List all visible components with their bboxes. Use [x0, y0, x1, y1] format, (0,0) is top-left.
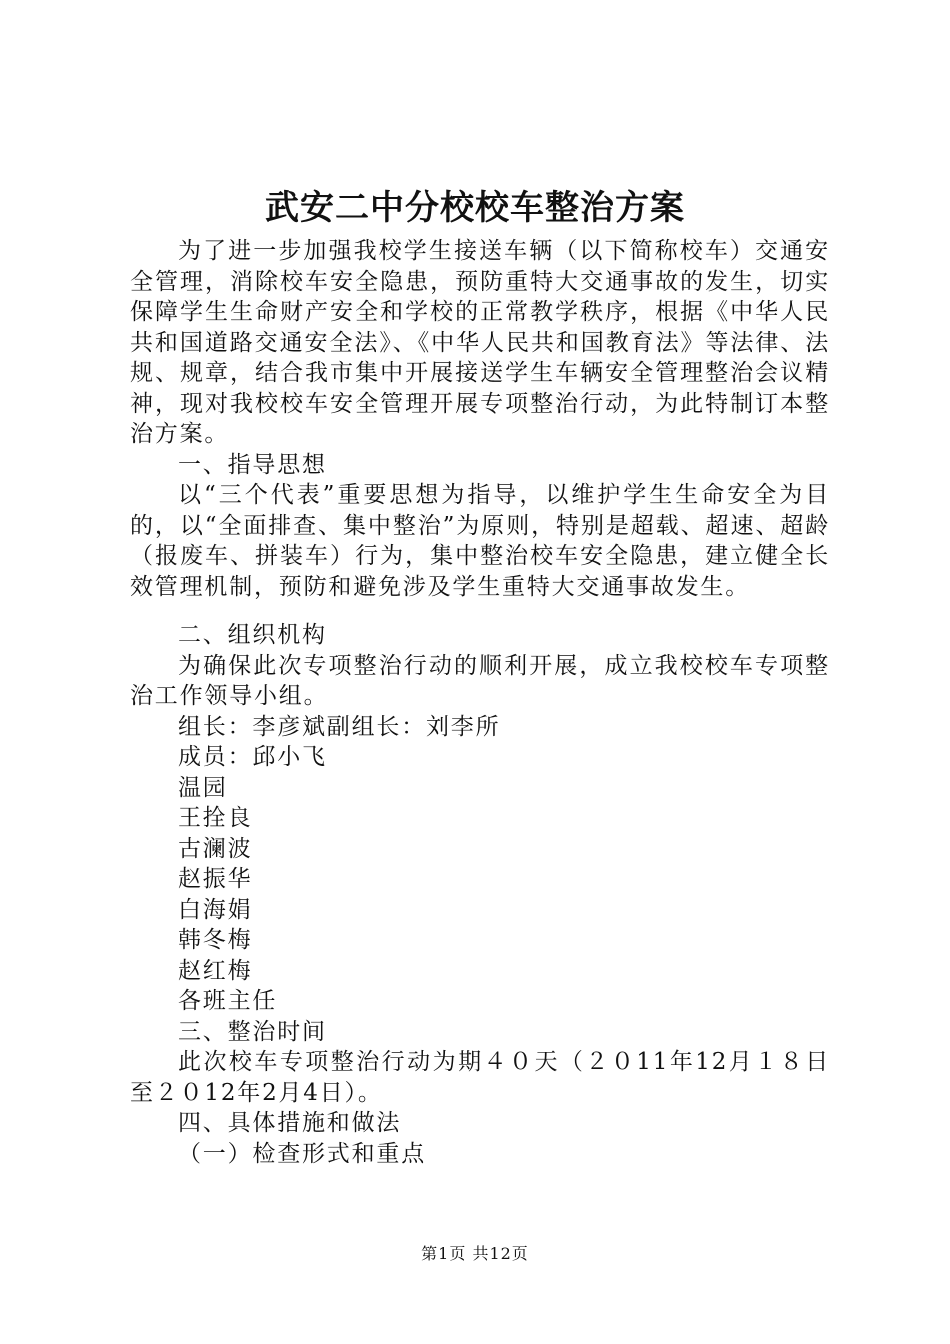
section-heading-organization: 二、组织机构: [178, 622, 327, 648]
member-name: 赵振华: [178, 866, 253, 892]
subsection-heading-inspection: （一）检查形式和重点: [178, 1140, 426, 1167]
section-heading-measures: 四、具体措施和做法: [178, 1110, 402, 1136]
members-label: 成员：邱小飞: [178, 744, 327, 770]
document-body: [130, 236, 830, 1169]
member-name: 各班主任: [178, 988, 278, 1014]
member-name: 古澜波: [178, 835, 253, 862]
leaders-line: 组长：李彦斌副组长：刘李所: [178, 713, 501, 740]
member-name: 温园: [178, 774, 228, 801]
member-name: 韩冬梅: [178, 927, 253, 953]
page-footer: 第1页 共12页: [421, 1244, 529, 1263]
section-heading-guiding-ideology: 一、指导思想: [178, 451, 327, 478]
organization-paragraph: 为确保此次专项整治行动的顺利开展，成立我校校车专项整治工作领导小组。: [130, 652, 830, 709]
member-name: 赵红梅: [178, 957, 253, 984]
time-paragraph: 此次校车专项整治行动为期４０天（２０11年12月１８日至２０12年2月4日）。: [130, 1049, 830, 1106]
section-heading-time: 三、整治时间: [178, 1018, 327, 1045]
intro-paragraph: 为了进一步加强我校学生接送车辆（以下简称校车）交通安全管理，消除校车安全隐患，预防重特大交通事故的发生，切实保障学生生命财产安全和学校的正常教学秩序，根据《中华人民共和国道路交通安全法》、《中华人民共和国教育法》等法律、法规、规章，结合我市集中开展接送学生车辆安全管理整治会议精神，现对我校校车安全管理开展专项整治行动，为此特制订本整治方案。: [130, 238, 830, 447]
guiding-ideology-paragraph: 以“三个代表”重要思想为指导，以维护学生生命安全为目的，以“全面排查、集中整治”为原则，特别是超载、超速、超龄（报废车、拼装车）行为，集中整治校车安全隐患，建立健全长效管理机制，预防和避免涉及学生重特大交通事故发生。: [130, 482, 830, 600]
paragraph-gap: [130, 602, 830, 620]
document-title: 武安二中分校校车整治方案: [265, 188, 685, 228]
member-name: 王拴良: [178, 805, 253, 831]
member-name: 白海娟: [178, 896, 253, 923]
